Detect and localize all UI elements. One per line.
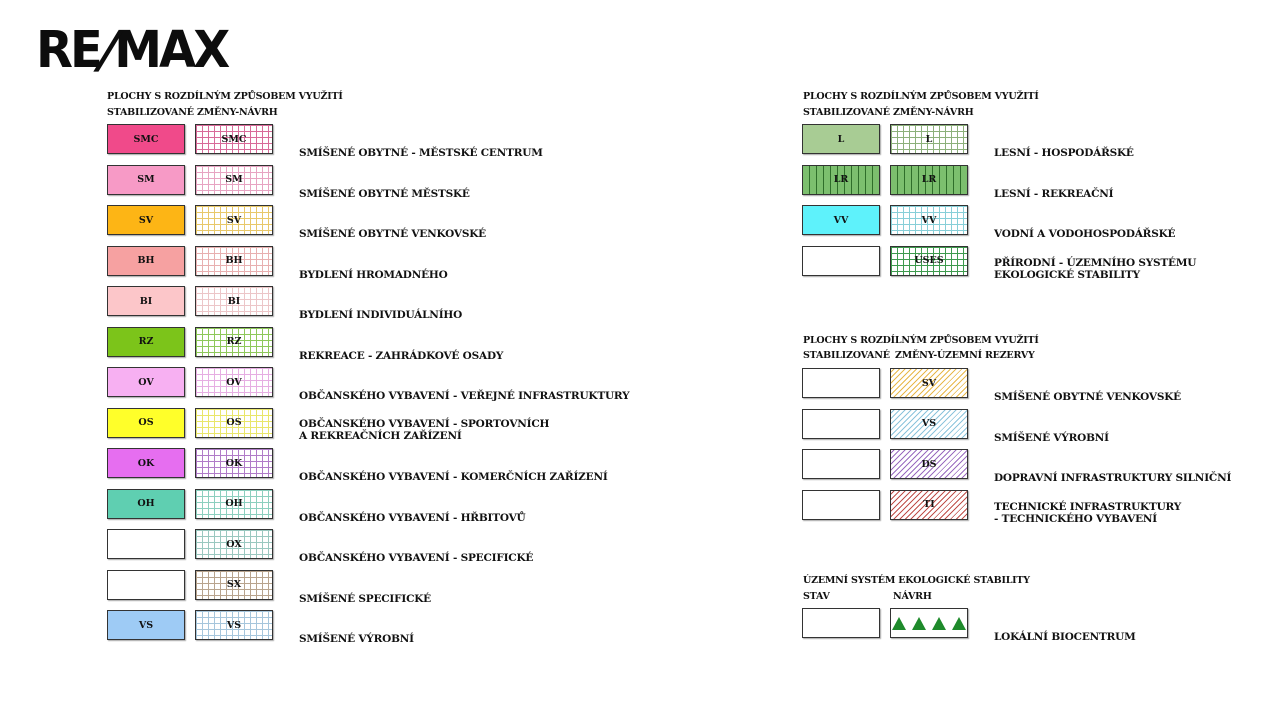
stable-swatch-empty (107, 529, 185, 559)
legend-desc: BYDLENÍ INDIVIDUÁLNÍHO (299, 309, 463, 321)
biocentrum-triangle-icon (892, 617, 906, 630)
stable-swatch-empty (107, 570, 185, 600)
legend-desc: OBČANSKÉHO VYBAVENÍ - SPORTOVNÍCH A REKREAČNÍCH ZAŘÍZENÍ (299, 417, 550, 442)
change-swatch-oh: OH (195, 489, 273, 519)
reserve-swatch-vs: VS (890, 409, 968, 439)
change-swatch-vs: VS (195, 610, 273, 640)
left-heading: PLOCHY S ROZDÍLNÝM ZPŮSOBEM VYUŽITÍ (107, 91, 343, 102)
stable-swatch-empty (802, 246, 880, 276)
right-mid-heading: PLOCHY S ROZDÍLNÝM ZPŮSOBEM VYUŽITÍ (803, 335, 1039, 346)
change-swatch-vv: VV (890, 205, 968, 235)
biocentrum-triangle-icon (912, 617, 926, 630)
change-swatch-sx: SX (195, 570, 273, 600)
stable-swatch-empty (802, 409, 880, 439)
change-swatch-sv: SV (195, 205, 273, 235)
reserve-swatch-ds: DS (890, 449, 968, 479)
stable-swatch-rz: RZ (107, 327, 185, 357)
legend-desc: SMÍŠENÉ OBYTNÉ VENKOVSKÉ (994, 391, 1181, 403)
stable-swatch-ok: OK (107, 448, 185, 478)
biocentrum-desc: LOKÁLNÍ BIOCENTRUM (994, 631, 1136, 643)
change-swatch-rz: RZ (195, 327, 273, 357)
remax-logo: RE/MAX (36, 20, 228, 80)
legend-desc: BYDLENÍ HROMADNÉHO (299, 268, 448, 281)
stable-swatch-os: OS (107, 408, 185, 438)
stable-swatch-bi: BI (107, 286, 185, 316)
biocentrum-stable-swatch (802, 608, 880, 638)
right-mid-col-stable: STABILIZOVANÉ (803, 350, 890, 361)
stable-swatch-smc: SMC (107, 124, 185, 154)
change-swatch-bh: BH (195, 246, 273, 276)
legend-desc: DOPRAVNÍ INFRASTRUKTURY SILNIČNÍ (994, 472, 1232, 484)
change-swatch-smc: SMC (195, 124, 273, 154)
right-top-col-change: ZMĚNY-NÁVRH (893, 107, 974, 118)
biocentrum-change-swatch (890, 608, 968, 638)
legend-desc: LESNÍ - HOSPODÁŘSKÉ (994, 147, 1134, 159)
legend-desc: TECHNICKÉ INFRASTRUKTURY - TECHNICKÉHO VYBAVENÍ (994, 500, 1182, 525)
reserve-swatch-sv: SV (890, 368, 968, 398)
change-swatch-ox: OX (195, 529, 273, 559)
legend-desc: PŘÍRODNÍ - ÚZEMNÍHO SYSTÉMU EKOLOGICKÉ STABILITY (994, 256, 1197, 281)
change-swatch-sm: SM (195, 165, 273, 195)
change-swatch-l: L (890, 124, 968, 154)
change-swatch-ov: OV (195, 367, 273, 397)
reserve-swatch-ti: TI (890, 490, 968, 520)
stable-swatch-empty (802, 490, 880, 520)
right-top-col-stable: STABILIZOVANÉ (803, 107, 890, 118)
legend-desc: SMÍŠENÉ VÝROBNÍ (299, 633, 414, 645)
stable-swatch-sv: SV (107, 205, 185, 235)
biocentrum-triangle-icon (952, 617, 966, 630)
stable-swatch-empty (802, 368, 880, 398)
legend-desc: SMÍŠENÉ OBYTNÉ - MĚSTSKÉ CENTRUM (299, 147, 543, 159)
stable-swatch-l: L (802, 124, 880, 154)
right-top-heading: PLOCHY S ROZDÍLNÝM ZPŮSOBEM VYUŽITÍ (803, 91, 1039, 102)
legend-desc: OBČANSKÉHO VYBAVENÍ - VEŘEJNÉ INFRASTRUKTURY (299, 390, 630, 402)
legend-desc: SMÍŠENÉ SPECIFICKÉ (299, 592, 431, 605)
change-swatch-ok: OK (195, 448, 273, 478)
legend-desc: SMÍŠENÉ VÝROBNÍ (994, 431, 1109, 444)
legend-desc: OBČANSKÉHO VYBAVENÍ - KOMERČNÍCH ZAŘÍZENÍ (299, 471, 608, 483)
stable-swatch-vv: VV (802, 205, 880, 235)
right-mid-col-change: ZMĚNY-ÚZEMNÍ REZERVY (895, 350, 1035, 361)
change-swatch-úses: ÚSES (890, 246, 968, 276)
legend-desc: OBČANSKÉHO VYBAVENÍ - SPECIFICKÉ (299, 552, 534, 564)
stable-swatch-ov: OV (107, 367, 185, 397)
change-swatch-os: OS (195, 408, 273, 438)
left-col-stable: STABILIZOVANÉ (107, 107, 194, 118)
legend-desc: SMÍŠENÉ OBYTNÉ MĚSTSKÉ (299, 187, 470, 200)
stable-swatch-bh: BH (107, 246, 185, 276)
legend-desc: VODNÍ A VODOHOSPODÁŘSKÉ (994, 228, 1176, 240)
stable-swatch-oh: OH (107, 489, 185, 519)
right-bottom-col-change: NÁVRH (893, 591, 932, 602)
right-bottom-col-stable: STAV (803, 591, 830, 602)
stable-swatch-vs: VS (107, 610, 185, 640)
legend-desc: LESNÍ - REKREAČNÍ (994, 187, 1114, 200)
change-swatch-lr: LR (890, 165, 968, 195)
legend-desc: REKREACE - ZAHRÁDKOVÉ OSADY (299, 349, 504, 362)
legend-desc: OBČANSKÉHO VYBAVENÍ - HŘBITOVŮ (299, 511, 526, 524)
right-bottom-heading: ÚZEMNÍ SYSTÉM EKOLOGICKÉ STABILITY (803, 575, 1030, 586)
biocentrum-triangle-icon (932, 617, 946, 630)
stable-swatch-lr: LR (802, 165, 880, 195)
stable-swatch-empty (802, 449, 880, 479)
legend-desc: SMÍŠENÉ OBYTNÉ VENKOVSKÉ (299, 228, 486, 240)
left-col-change: ZMĚNY-NÁVRH (197, 107, 278, 118)
change-swatch-bi: BI (195, 286, 273, 316)
stable-swatch-sm: SM (107, 165, 185, 195)
